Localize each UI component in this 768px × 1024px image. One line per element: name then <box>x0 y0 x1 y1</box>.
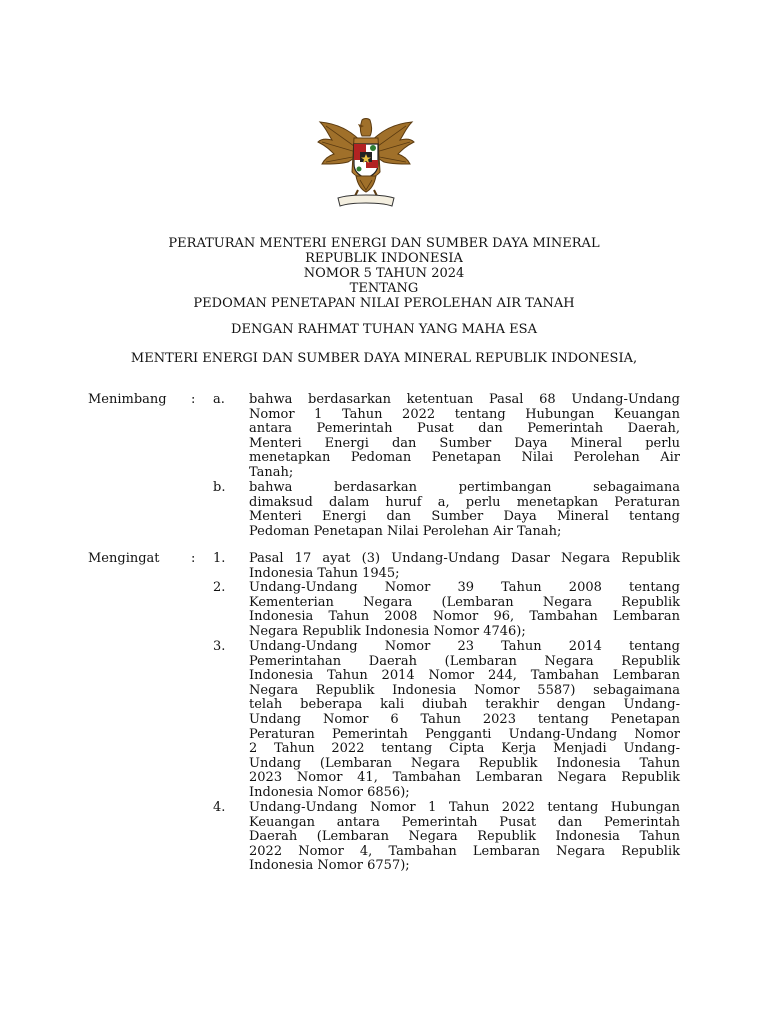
item-line: bahwa berdasarkan ketentuan Pasal 68 Undang-Undang <box>249 392 680 407</box>
item-marker: 2. <box>213 580 226 595</box>
item-line: Daerah (Lembaran Negara Republik Indonesia Tahun <box>249 829 680 845</box>
list-item <box>249 481 680 539</box>
item-marker: 1. <box>213 551 226 566</box>
item-line: Undang (Lembaran Negara Republik Indonesia Tahun <box>249 755 680 771</box>
item-marker: 4. <box>213 800 226 815</box>
issuer-line <box>0 351 768 366</box>
list-item <box>249 393 680 481</box>
item-line: Negara Republik Indonesia Nomor 5587) sebagaimana <box>249 682 680 698</box>
item-line: Menteri Energi dan Sumber Daya Mineral perlu <box>249 435 680 451</box>
item-line: telah beberapa kali diubah terakhir dengan Undang- <box>249 697 680 713</box>
item-line: Peraturan Pemerintah Pengganti Undang-Undang Nomor <box>249 726 680 742</box>
title-line: REPUBLIK INDONESIA <box>305 251 463 266</box>
section-label: Mengingat <box>88 551 160 566</box>
list-item <box>249 552 680 581</box>
item-marker: 3. <box>213 639 226 654</box>
item-line: bahwa berdasarkan pertimbangan sebagaimana <box>249 480 680 495</box>
item-line: antara Pemerintah Pusat dan Pemerintah Daerah, <box>249 421 680 437</box>
title-line: PEDOMAN PENETAPAN NILAI PEROLEHAN AIR TANAH <box>193 296 575 311</box>
title-line: TENTANG <box>349 281 419 296</box>
item-line: Undang Nomor 6 Tahun 2023 tentang Penetapan <box>249 711 680 727</box>
garuda-emblem-icon <box>314 114 418 212</box>
issuer-text: MENTERI ENERGI DAN SUMBER DAYA MINERAL REPUBLIK INDONESIA, <box>130 351 638 366</box>
item-line: 2 Tahun 2022 tentang Cipta Kerja Menjadi Undang- <box>249 741 680 757</box>
item-line: Nomor 1 Tahun 2022 tentang Hubungan Keuangan <box>249 406 680 422</box>
list-item <box>249 801 680 874</box>
item-line: Undang-Undang Nomor 1 Tahun 2022 tentang Hubungan <box>249 800 680 815</box>
item-line: Menteri Energi dan Sumber Daya Mineral tentang <box>249 509 680 525</box>
item-line: menetapkan Pedoman Penetapan Nilai Perolehan Air <box>249 450 680 466</box>
item-line: Negara Republik Indonesia Nomor 4746); <box>249 623 526 639</box>
item-line: Pedoman Penetapan Nilai Perolehan Air Tanah; <box>249 523 562 539</box>
section-colon: : <box>191 392 196 407</box>
item-line: 2023 Nomor 41, Tambahan Lembaran Negara Republik <box>249 770 680 786</box>
item-line: Undang-Undang Nomor 23 Tahun 2014 tentang <box>249 639 680 654</box>
item-line: Indonesia Nomor 6757); <box>249 858 410 874</box>
item-line: Indonesia Tahun 1945; <box>249 565 400 581</box>
list-item <box>249 640 680 801</box>
item-line: Pasal 17 ayat (3) Undang-Undang Dasar Negara Republik <box>249 551 680 566</box>
title-line: NOMOR 5 TAHUN 2024 <box>303 266 465 281</box>
item-marker: a. <box>213 392 225 407</box>
title-line: PERATURAN MENTERI ENERGI DAN SUMBER DAYA MINERAL <box>168 236 600 251</box>
list-item <box>249 581 680 639</box>
item-line: Undang-Undang Nomor 39 Tahun 2008 tentang <box>249 580 680 595</box>
section-colon: : <box>191 551 196 566</box>
item-line: dimaksud dalam huruf a, perlu menetapkan Peraturan <box>249 494 680 510</box>
item-line: Keuangan antara Pemerintah Pusat dan Pemerintah <box>249 814 680 830</box>
item-marker: b. <box>213 480 226 495</box>
regulation-title-block <box>0 236 768 311</box>
item-line: Pemerintahan Daerah (Lembaran Negara Republik <box>249 653 680 669</box>
item-line: 2022 Nomor 4, Tambahan Lembaran Negara Republik <box>249 843 680 859</box>
item-line: Kementerian Negara (Lembaran Negara Republik <box>249 594 680 610</box>
invocation-text: DENGAN RAHMAT TUHAN YANG MAHA ESA <box>231 322 537 337</box>
item-line: Indonesia Tahun 2014 Nomor 244, Tambahan Lembaran <box>249 668 680 684</box>
section-label: Menimbang <box>88 392 167 407</box>
item-line: Indonesia Nomor 6856); <box>249 784 410 800</box>
item-line: Tanah; <box>249 464 294 480</box>
item-line: Indonesia Tahun 2008 Nomor 96, Tambahan Lembaran <box>249 609 680 625</box>
invocation-line <box>0 322 768 337</box>
